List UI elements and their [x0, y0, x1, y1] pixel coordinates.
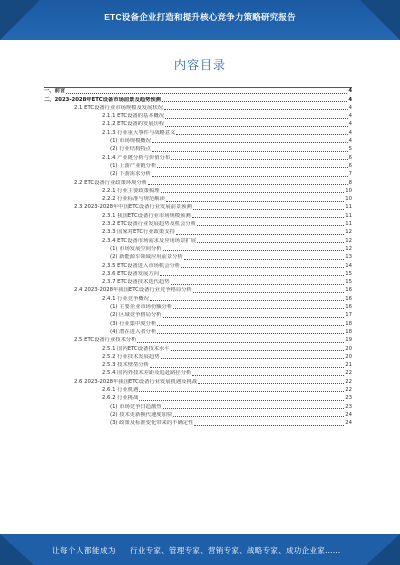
toc-entry-label: (3) 行业集中度分析 [110, 320, 157, 327]
toc-entry[interactable] [44, 311, 352, 319]
toc-leader-dots [163, 317, 345, 318]
toc-leader-dots [198, 383, 344, 384]
toc-entry-label: 2.1.1 ETC设备的基本概况 [102, 113, 165, 120]
toc-entry-page: 20 [345, 353, 352, 360]
toc-entry[interactable] [44, 178, 352, 186]
toc-entry[interactable] [44, 353, 352, 361]
toc-entry-page: 24 [345, 420, 352, 427]
toc-entry-page: 10 [345, 187, 352, 194]
toc-entry-page: 18 [345, 328, 352, 335]
toc-entry[interactable] [44, 278, 352, 286]
toc-entry-page: 22 [345, 370, 352, 377]
toc-entry-label: 一、前言 [44, 88, 66, 95]
toc-entry[interactable] [44, 236, 352, 244]
toc-entry-label: 2.1.2 ETC设备的发展历程 [102, 121, 165, 128]
toc-entry-label: 2.1.3 行业重大事件与战略意义 [102, 129, 176, 136]
toc-entry-page: 11 [345, 221, 352, 228]
footer-right-decoration [366, 534, 400, 565]
toc-leader-dots [181, 267, 344, 268]
toc-entry[interactable] [44, 95, 352, 103]
toc-entry-label: 2.5.4 国内外技术差距及追赶路径分析 [102, 370, 192, 377]
toc-entry[interactable] [44, 286, 352, 294]
toc-entry-page: 8 [348, 179, 352, 186]
toc-entry[interactable] [44, 377, 352, 385]
toc-entry-label: 2.3.6 ETC设备发展方向 [102, 270, 159, 277]
toc-leader-dots [176, 134, 347, 135]
toc-entry[interactable] [44, 104, 352, 112]
toc-entry-page: 4 [348, 96, 352, 103]
toc-entry-label: (2) 下游需求分析 [110, 171, 151, 178]
toc-entry[interactable] [44, 162, 352, 170]
toc-entry-page: 13 [345, 254, 352, 261]
toc-entry[interactable] [44, 203, 352, 211]
toc-entry[interactable] [44, 369, 352, 377]
toc-leader-dots [176, 234, 344, 235]
toc-entry-label: (3) 政策及标准变化带来的不确定性 [110, 420, 194, 427]
toc-entry-page: 6 [348, 154, 352, 161]
toc-entry[interactable] [44, 419, 352, 427]
toc-entry-label: (1) 市场竞争日趋激烈 [110, 403, 162, 410]
toc-entry-page: 4 [348, 104, 352, 111]
toc-entry-page: 4 [348, 129, 352, 136]
toc-entry[interactable] [44, 261, 352, 269]
toc-entry[interactable] [44, 303, 352, 311]
toc-leader-dots [152, 151, 348, 152]
toc-leader-dots [163, 408, 345, 409]
toc-entry-label: (1) 市场规模概况 [110, 138, 151, 145]
toc-entry-label: 2.3.1 我国ETC设备行业市场规模预测 [102, 212, 191, 219]
toc-entry[interactable] [44, 270, 352, 278]
toc-entry[interactable] [44, 328, 352, 336]
toc-leader-dots [157, 333, 344, 334]
toc-entry-label: (1) 上游产业链分析 [110, 162, 157, 169]
toc-entry-label: (1) 市场发展空间分析 [110, 245, 162, 252]
toc-entry-label: (2) 新能源车领域应用前景分析 [110, 254, 183, 261]
toc-leader-dots [193, 292, 344, 293]
toc-entry[interactable] [44, 187, 352, 195]
toc-entry-label: 2.3.4 ETC设备市场需求及应用场景扩展 [102, 237, 196, 244]
toc-leader-dots [192, 375, 344, 376]
toc-entry-label: (2) 技术更新换代速度加快 [110, 411, 173, 418]
toc-entry[interactable] [44, 386, 352, 394]
toc-entry-page: 16 [345, 304, 352, 311]
toc-entry[interactable] [44, 170, 352, 178]
toc-entry[interactable] [44, 220, 352, 228]
footer-banner [0, 534, 400, 565]
toc-leader-dots [163, 250, 345, 251]
toc-leader-dots [66, 93, 347, 94]
toc-entry-label: 2.5.1 国内ETC设备技术水平 [102, 345, 170, 352]
toc-entry-page: 4 [348, 113, 352, 120]
toc-entry-label: 2.3.5 ETC设备进入市场机会分析 [102, 262, 181, 269]
toc-entry-page: 21 [345, 362, 352, 369]
toc-leader-dots [139, 400, 344, 401]
toc-entry-label: 2.1 ETC设备行业市场规模及发展状况 [74, 104, 163, 111]
toc-entry-page: 24 [345, 411, 352, 418]
toc-entry-page: 15 [345, 270, 352, 277]
toc-leader-dots [150, 367, 344, 368]
toc-entry-page: 22 [345, 386, 352, 393]
toc-entry-label: 2.6.1 行业机遇 [102, 386, 139, 393]
toc-entry-label: 2.2 ETC设备行业政策环境分析 [74, 179, 148, 186]
toc-entry[interactable] [44, 294, 352, 302]
toc-entry-page: 12 [345, 245, 352, 252]
toc-entry[interactable] [44, 245, 352, 253]
toc-leader-dots [173, 308, 344, 309]
toc-leader-dots [165, 118, 347, 119]
toc-entry-label: 2.5.3 技术壁垒分析 [102, 362, 149, 369]
toc-entry[interactable] [44, 344, 352, 352]
toc-entry-page: 11 [345, 204, 352, 211]
toc-entry-page: 20 [345, 345, 352, 352]
toc-entry-page: 23 [345, 395, 352, 402]
toc-leader-dots [193, 209, 344, 210]
toc-entry[interactable] [44, 361, 352, 369]
toc-entry[interactable] [44, 253, 352, 261]
toc-entry-label: (2) 区域竞争格局分析 [110, 312, 162, 319]
toc-leader-dots [171, 350, 345, 351]
toc-entry-label: (1) 主要企业市场份额分析 [110, 304, 173, 311]
toc-entry-label: (2) 行业结构特点 [110, 146, 151, 153]
toc-entry-label: 2.3.3 国家对ETC行业政策支持 [102, 229, 175, 236]
toc-leader-dots [152, 142, 348, 143]
toc-entry-page: 16 [345, 287, 352, 294]
toc-entry-label: 2.3.2 ETC设备行业发展趋势及机会分析 [102, 221, 196, 228]
toc-entry-page: 16 [345, 295, 352, 302]
toc-leader-dots [171, 284, 345, 285]
toc-leader-dots [152, 176, 348, 177]
toc-entry-label: 2.6.2 行业挑战 [102, 395, 139, 402]
toc-entry-page: 4 [348, 88, 352, 95]
toc-entry[interactable] [44, 211, 352, 219]
toc-entry-page: 17 [345, 312, 352, 319]
toc-leader-dots [171, 159, 347, 160]
toc-entry[interactable] [44, 112, 352, 120]
toc-entry[interactable] [44, 128, 352, 136]
toc-entry[interactable] [44, 402, 352, 410]
toc-entry-label: 2.3.7 ETC设备技术迭代趋势 [102, 279, 170, 286]
toc-entry[interactable] [44, 87, 352, 95]
toc-entry-page: 11 [345, 212, 352, 219]
toc-leader-dots [148, 184, 348, 185]
header-banner [0, 0, 400, 40]
toc-leader-dots [184, 259, 344, 260]
toc-entry-label: 2.5.2 行业技术发展趋势 [102, 353, 160, 360]
toc-entry-page: 5 [348, 146, 352, 153]
toc-entry[interactable] [44, 319, 352, 327]
toc-leader-dots [162, 101, 347, 102]
toc-leader-dots [157, 325, 344, 326]
toc-entry[interactable] [44, 137, 352, 145]
toc-entry-label: 2.2.1 行业主要政策梳理 [102, 187, 160, 194]
toc-leader-dots [164, 109, 348, 110]
toc-entry-page: 12 [345, 229, 352, 236]
toc-leader-dots [197, 242, 344, 243]
toc-leader-dots [139, 391, 344, 392]
footer-slogan: 让每个人都能成为 [52, 546, 116, 555]
toc-entry[interactable] [44, 411, 352, 419]
toc-entry[interactable] [44, 145, 352, 153]
toc-entry[interactable] [44, 195, 352, 203]
document-title: ETC设备企业打造和提升核心竞争力策略研究报告 [104, 12, 296, 22]
toc-entry-page: 19 [345, 337, 352, 344]
toc-entry[interactable] [44, 394, 352, 402]
toc-leader-dots [157, 167, 347, 168]
toc-leader-dots [165, 126, 347, 127]
footer-left-decoration [0, 534, 34, 565]
toc-entry[interactable] [44, 120, 352, 128]
toc-leader-dots [192, 217, 345, 218]
toc-entry-page: 18 [345, 320, 352, 327]
toc-entry-page: 6 [348, 162, 352, 169]
toc-entry-page: 14 [345, 262, 352, 269]
toc-entry[interactable] [44, 336, 352, 344]
toc-entry-page: 10 [345, 196, 352, 203]
toc-heading: 内容目录 [173, 58, 226, 72]
toc-leader-dots [161, 358, 345, 359]
toc-leader-dots [173, 416, 344, 417]
toc-entry-label: 2.4 2023-2028年我国ETC设备行业竞争格局分析 [74, 287, 192, 294]
footer-tagline: 行业专家、管理专家、营销专家、战略专家、成功企业家…… [130, 546, 341, 555]
toc-entry-page: 12 [345, 237, 352, 244]
toc-entry-label: 2.2.2 行业标准与规范解读 [102, 196, 165, 203]
toc-entry-page: 4 [348, 121, 352, 128]
toc-leader-dots [137, 342, 344, 343]
toc-entry-page: 15 [345, 279, 352, 286]
toc-entry-label: (4) 潜在进入者分析 [110, 328, 157, 335]
toc-entry-label: 2.3 2023-2028年中国ETC设备行业发展前景预测 [74, 204, 192, 211]
toc-leader-dots [150, 300, 344, 301]
toc-entry-label: 2.1.4 产业链分析与价值分布 [102, 154, 171, 161]
toc-entry-label: 2.5 ETC设备行业技术分析 [74, 337, 137, 344]
toc-entry[interactable] [44, 228, 352, 236]
toc-leader-dots [194, 425, 344, 426]
table-of-contents [44, 87, 352, 505]
toc-entry-page: 22 [345, 378, 352, 385]
toc-leader-dots [166, 201, 344, 202]
toc-leader-dots [160, 275, 344, 276]
toc-entry-label: 二、2023-2028年ETC设备市场前景及趋势预测 [44, 96, 161, 103]
toc-entry[interactable] [44, 153, 352, 161]
toc-leader-dots [197, 225, 344, 226]
toc-entry-page: 7 [348, 171, 352, 178]
toc-entry-label: 2.4.1 行业竞争概况 [102, 295, 149, 302]
toc-leader-dots [161, 192, 345, 193]
toc-entry-page: 4 [348, 138, 352, 145]
toc-entry-page: 23 [345, 403, 352, 410]
toc-entry-label: 2.6 2023-2028年我国ETC设备行业发展机遇及挑战 [74, 378, 198, 385]
